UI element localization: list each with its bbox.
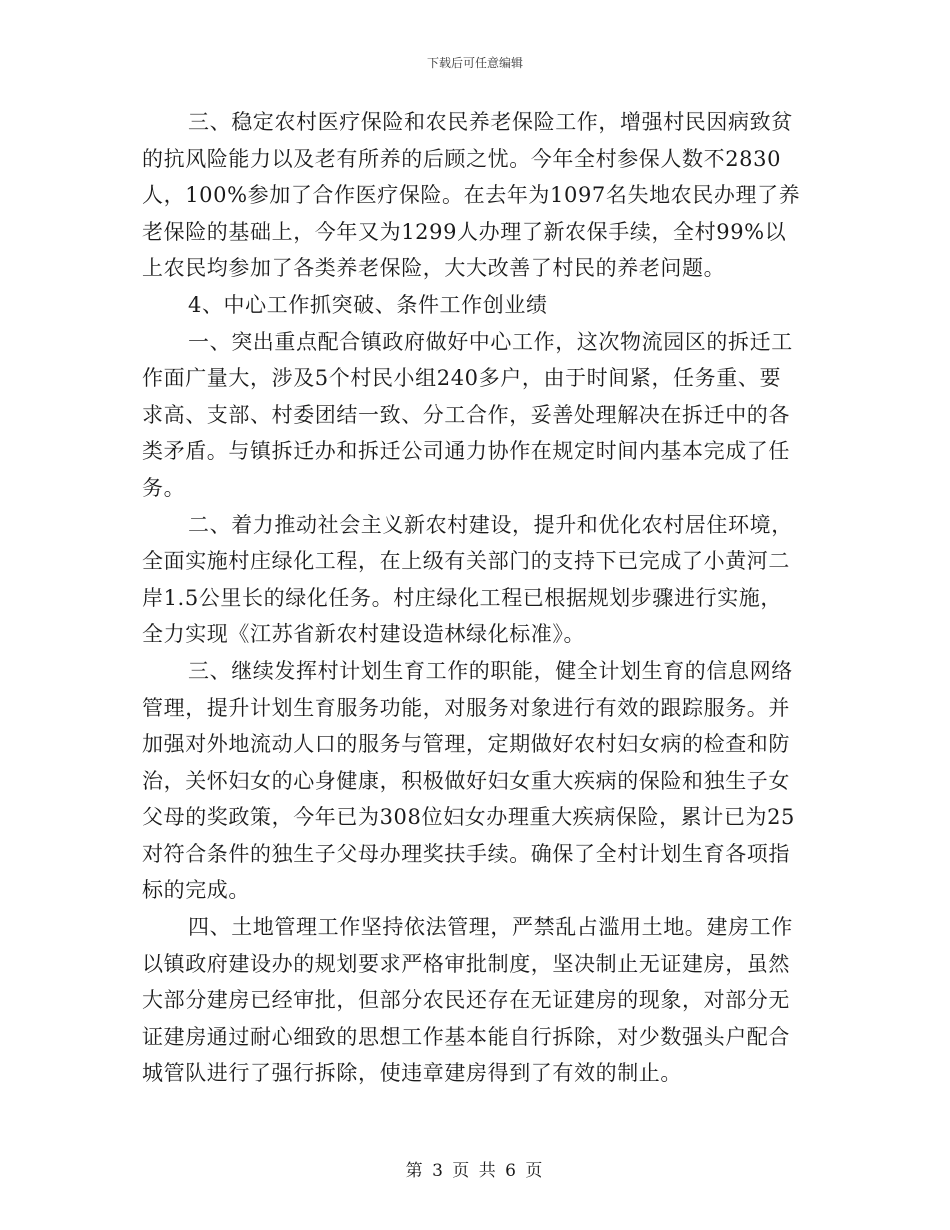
paragraph-new-countryside: 二、着力推动社会主义新农村建设，提升和优化农村居住环境，全面实施村庄绿化工程，在上级有关部门的支持下已完成了小黄河二岸1.5公里长的绿化任务。村庄绿化工程已根据规划步骤进行实施，全力实现《江苏省新农村建设造林绿化标准》。: [142, 512, 793, 647]
document-body: [142, 104, 802, 1092]
page-number: 第 3 页 共 6 页: [405, 1161, 545, 1181]
page-header-note: 下载后可任意编辑: [426, 56, 523, 70]
paragraph-central-work: 一、突出重点配合镇政府做好中心工作，这次物流园区的拆迁工作面广量大，涉及5个村民小组240多户，由于时间紧，任务重、要求高、支部、村委团结一致、分工合作，妥善处理解决在拆迁中的各类矛盾。与镇拆迁办和拆迁公司通力协作在规定时间内基本完成了任务。: [142, 329, 793, 500]
paragraph-medical-insurance: 三、稳定农村医疗保险和农民养老保险工作，增强村民因病致贫的抗风险能力以及老有所养的后顾之忧。今年全村参保人数不2830人，100%参加了合作医疗保险。在去年为1097名失地农民办理了养老保险的基础上，今年又为1299人办理了新农保手续，全村99%以上农民均参加了各类养老保险，大大改善了村民的养老问题。: [142, 110, 801, 281]
paragraph-family-planning: 三、继续发挥村计划生育工作的职能，健全计划生育的信息网络管理，提升计划生育服务功能，对服务对象进行有效的跟踪服务。并加强对外地流动人口的服务与管理，定期做好农村妇女病的检查和防治，关怀妇女的心身健康，积极做好妇女重大疾病的保险和独生子女父母的奖政策，今年已为308位妇女办理重大疾病保险，累计已为25对符合条件的独生子父母办理奖扶手续。确保了全村计划生育各项指标的完成。: [142, 658, 796, 903]
section-heading-4: 4、中心工作抓突破、条件工作创业绩: [188, 292, 548, 317]
paragraph-land-management: 四、土地管理工作坚持依法管理，严禁乱占滥用土地。建房工作以镇政府建设办的规划要求严格审批制度，坚决制止无证建房，虽然大部分建房已经审批，但部分农民还存在无证建房的现象，对部分无证建房通过耐心细致的思想工作基本能自行拆除，对少数强头户配合城管队进行了强行拆除，使违章建房得到了有效的制止。: [142, 915, 793, 1086]
